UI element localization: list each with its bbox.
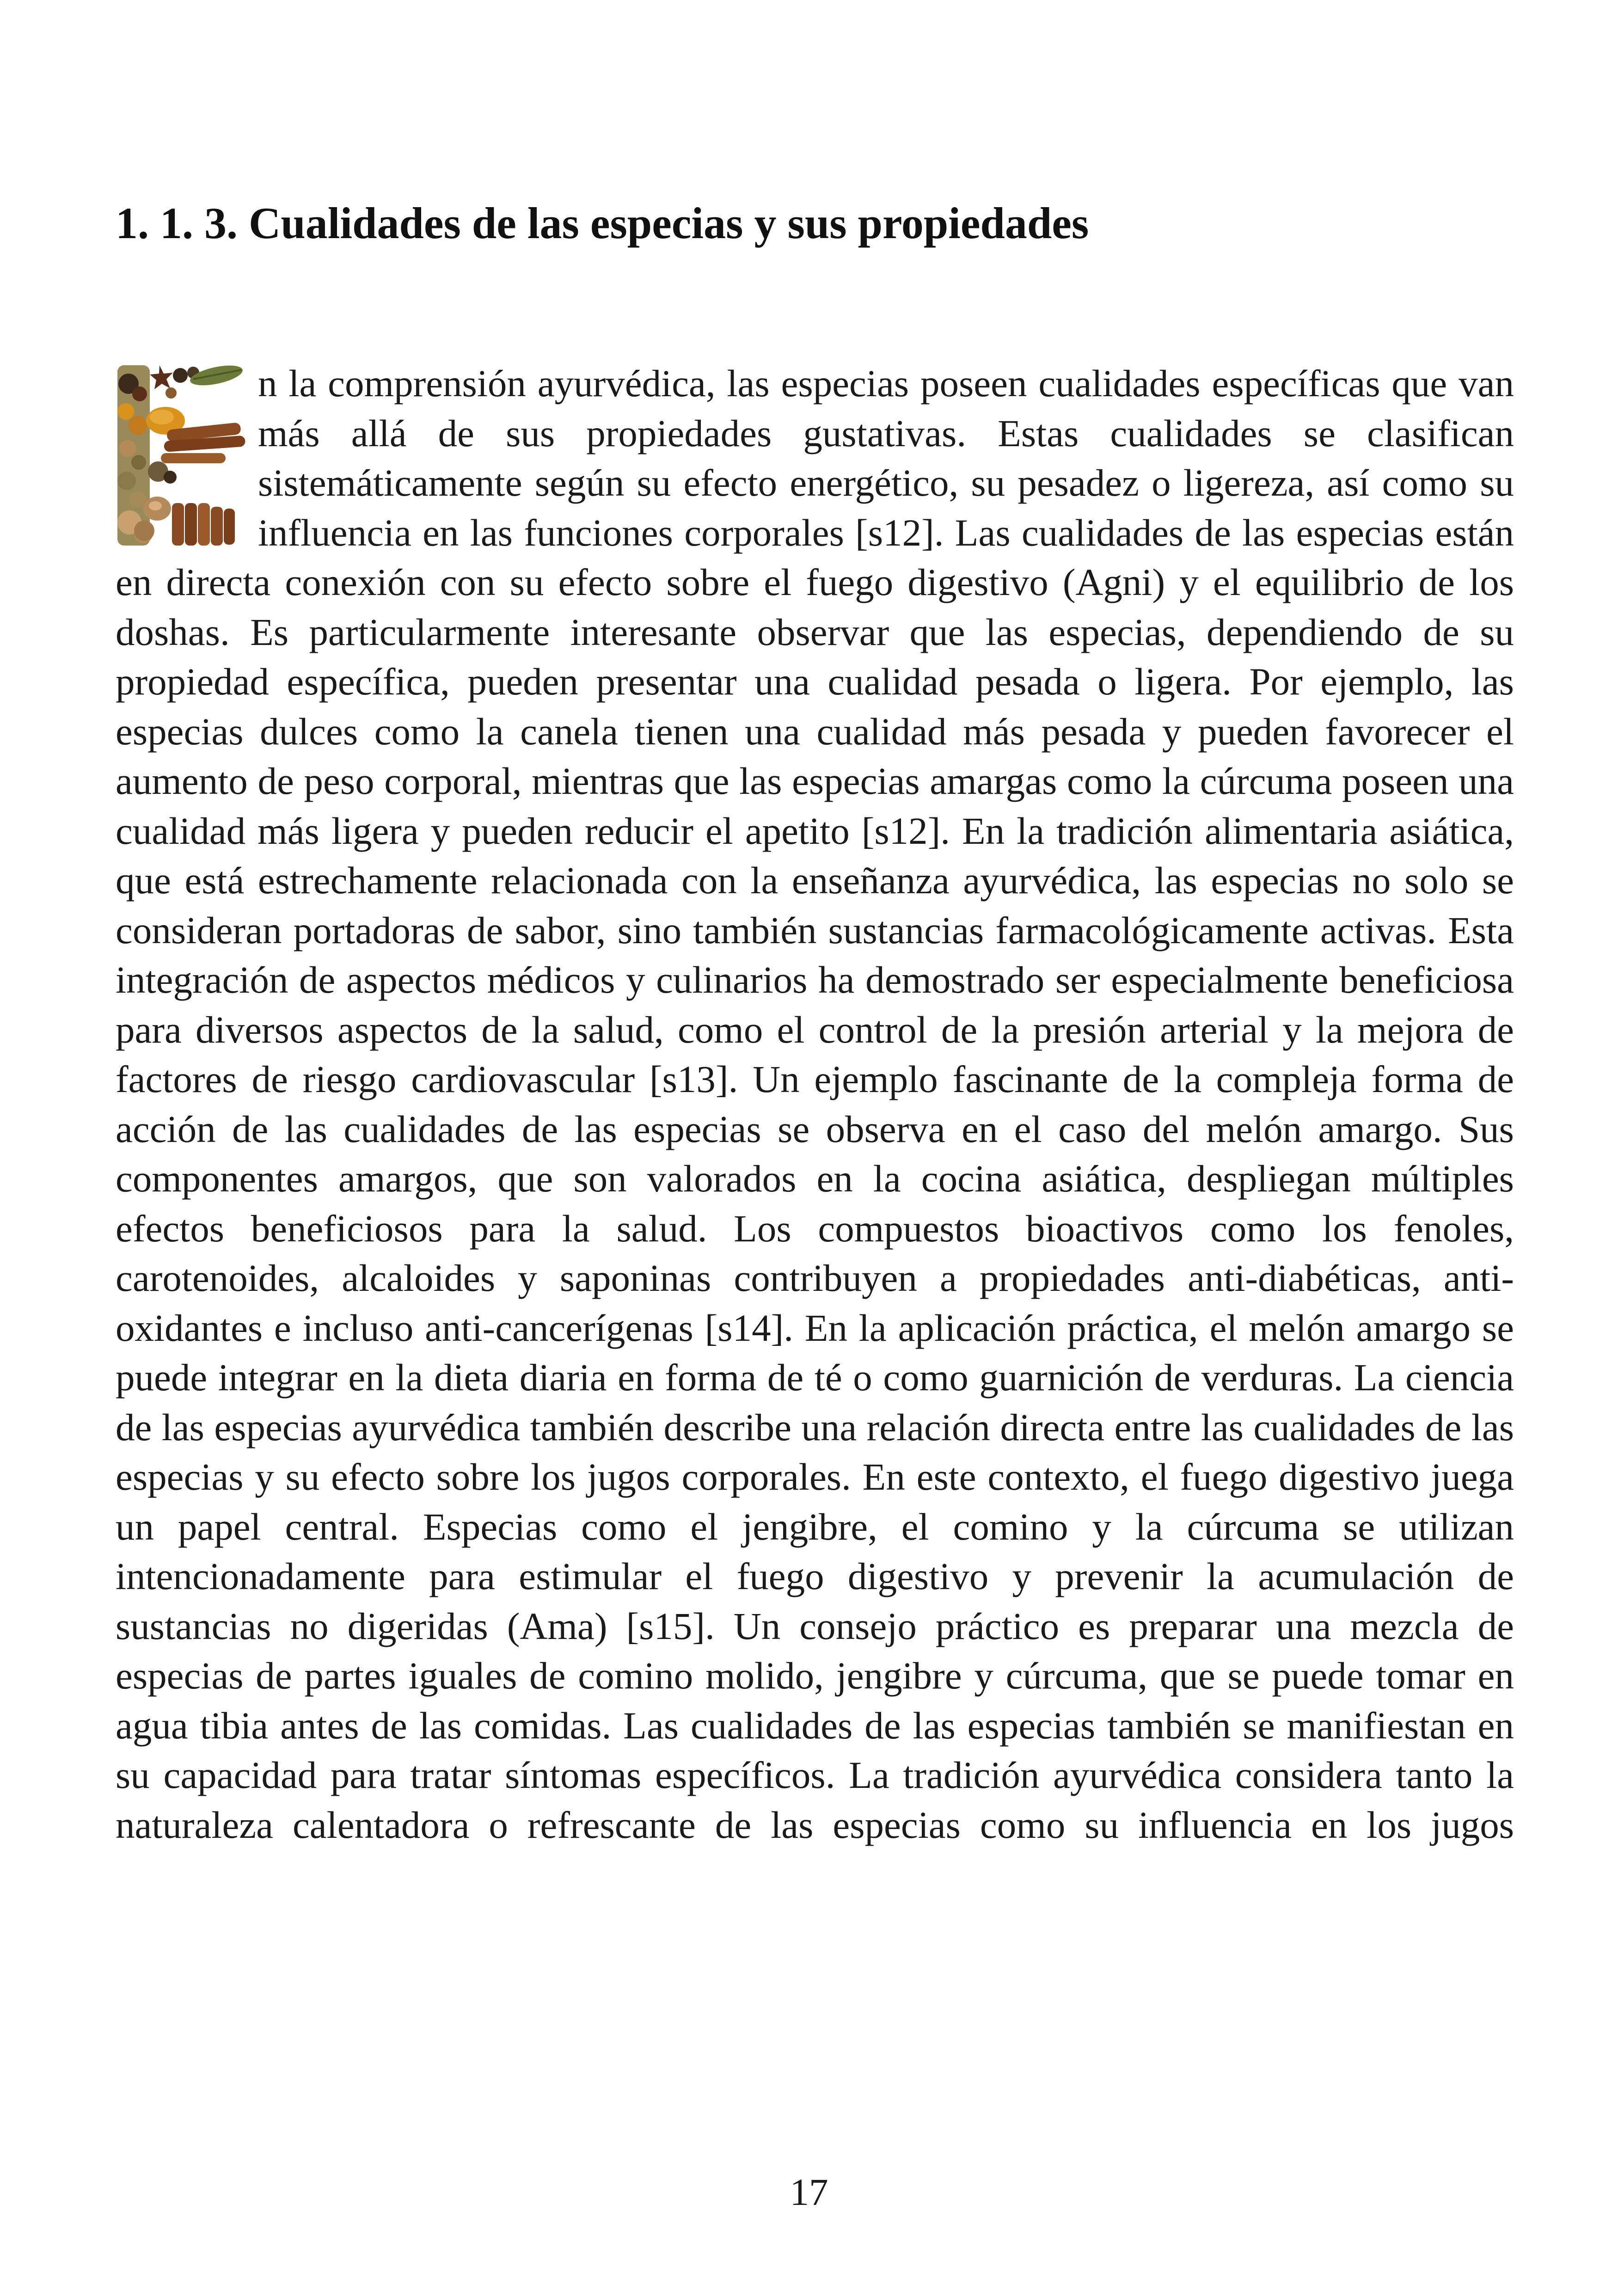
page-number: 17: [790, 2171, 828, 2213]
body-paragraph: [116, 359, 1514, 1850]
section-heading: 1. 1. 3. Cualidades de las especias y sus propiedades: [116, 198, 1089, 248]
dropcap-spice-letter-e: [116, 359, 250, 553]
spice-collage-letter-e-icon: [116, 356, 250, 550]
body-paragraph-text: n la comprensión ayurvédica, las especias poseen cualidades específicas que van más allá de sus propiedades gustativas. Estas cualidades se clasifican sistemáticamente según su efecto energético, su pesadez o ligereza, así como su influencia en las funciones corporales [s12]. Las cualidades de las especias están en directa conexión con su efecto sobre el fuego digestivo (Agni) y el equilibrio de los doshas. Es particularmente interesante observar que las especias, dependiendo de su propiedad específica, pueden presentar una cualidad pesada o ligera. Por ejemplo, las especias dulces como la canela tienen una cualidad más pesada y pueden favorecer el aumento de peso corporal, mientras que las especias amargas como la cúrcuma poseen una cualidad más ligera y pueden reducir el apetito [s12]. En la tradición alimentaria asiática, que está estrechamente relacionada con la enseñanza ayurvédica, las especias no solo se consideran portadoras de sabor, sino también sustancias farmacológicamente activas. Esta integración de aspectos médicos y culinarios ha demostrado ser especialmente beneficiosa para diversos aspectos de la salud, como el control de la presión arterial y la mejora de factores de riesgo cardiovascular [s13]. Un ejemplo fascinante de la compleja forma de acción de las cualidades de las especias se observa en el caso del melón amargo. Sus componentes amargos, que son valorados en la cocina asiática, despliegan múltiples efectos beneficiosos para la salud. Los compuestos bioactivos como los fenoles, carotenoides, alcaloides y saponinas contribuyen a propiedades anti-diabéticas, anti-oxidantes e incluso anti-cancerígenas [s14]. En la aplicación práctica, el melón amargo se puede integrar en la dieta diaria en forma de té o como guarnición de verduras. La ciencia de las especias ayurvédica también describe una relación directa entre las cualidades de las especias y su efecto sobre los jugos corporales. En este contexto, el fuego digestivo juega un papel central. Especias como el jengibre, el comino y la cúrcuma se utilizan intencionadamente para estimular el fuego digestivo y prevenir la acumulación de sustancias no digeridas (Ama) [s15]. Un consejo práctico es preparar una mezcla de especias de partes iguales de comino molido, jengibre y cúrcuma, que se puede tomar en agua tibia antes de las comidas. Las cualidades de las especias también se manifiestan en su capacidad para tratar síntomas específicos. La tradición ayurvédica considera tanto la naturaleza calentadora o refrescante de las especias como su influencia en los jugos: [116, 362, 1514, 1846]
